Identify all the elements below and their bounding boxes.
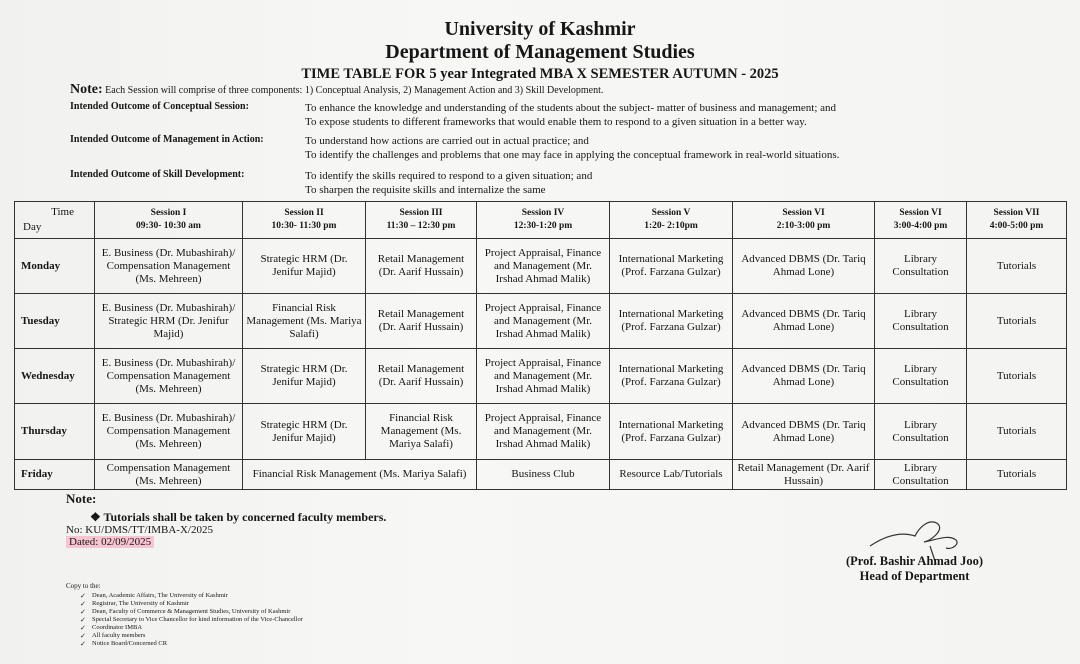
time-label: Time [51, 206, 74, 218]
table-row [15, 404, 1067, 460]
outcome-line: To identify the challenges and problems that one may face in applying the conceptual framework in real-world situations. [305, 149, 840, 161]
reference-number: No: KU/DMS/TT/IMBA-X/2025 [66, 524, 213, 536]
table-cell: Strategic HRM (Dr. Jenifur Majid) [243, 239, 366, 294]
table-cell: Retail Management (Dr. Aarif Hussain) [366, 239, 477, 294]
table-cell: E. Business (Dr. Mubashirah)/ Compensation Management (Ms. Mehreen) [95, 349, 243, 404]
table-row [15, 239, 1067, 294]
table-cell: Compensation Management (Ms. Mehreen) [95, 460, 243, 490]
table-cell: Financial Risk Management (Ms. Mariya Salafi) [366, 404, 477, 460]
day-cell: Tuesday [15, 294, 95, 349]
table-cell: Tutorials [967, 349, 1067, 404]
list-item: ✓ Coordinator IMBA [92, 624, 303, 632]
date-line [66, 536, 154, 548]
table-cell: Strategic HRM (Dr. Jenifur Majid) [243, 404, 366, 460]
list-item: ✓ Notice Board/Concerned CR [92, 640, 303, 648]
outcome-label: Intended Outcome of Conceptual Session: [70, 101, 249, 112]
table-cell: Business Club [477, 460, 610, 490]
dated-highlight: Dated: 02/09/2025 [66, 536, 154, 548]
table-cell: Tutorials [967, 460, 1067, 490]
session-header: Session III 11:30 – 12:30 pm [366, 202, 477, 239]
table-cell: International Marketing (Prof. Farzana Gulzar) [610, 404, 733, 460]
timetable [14, 201, 1067, 490]
day-cell: Monday [15, 239, 95, 294]
session-header: Session II 10:30- 11:30 pm [243, 202, 366, 239]
table-cell: Project Appraisal, Finance and Management (Mr. Irshad Ahmad Malik) [477, 294, 610, 349]
table-cell: Project Appraisal, Finance and Management (Mr. Irshad Ahmad Malik) [477, 239, 610, 294]
outcome-line: To expose students to different frameworks that would enable them to respond to a given situation in a better way. [305, 116, 807, 128]
list-item: ✓ Dean, Faculty of Commerce & Management Studies, University of Kashmir [92, 608, 303, 616]
table-cell: Library Consultation [875, 460, 967, 490]
table-cell: Tutorials [967, 239, 1067, 294]
table-cell: International Marketing (Prof. Farzana Gulzar) [610, 239, 733, 294]
signatory [846, 554, 983, 584]
session-note [70, 82, 603, 98]
table-cell: Project Appraisal, Finance and Management (Mr. Irshad Ahmad Malik) [477, 404, 610, 460]
table-cell: International Marketing (Prof. Farzana Gulzar) [610, 349, 733, 404]
table-cell: Advanced DBMS (Dr. Tariq Ahmad Lone) [733, 294, 875, 349]
table-cell: Library Consultation [875, 349, 967, 404]
list-item: ✓ Special Secretary to Vice Chancellor for kind information of the Vice-Chancellor [92, 616, 303, 624]
outcome-label: Intended Outcome of Management in Action: [70, 134, 264, 145]
session-header: Session I 09:30- 10:30 am [95, 202, 243, 239]
list-item: ✓ Dean, Academic Affairs, The University of Kashmir [92, 592, 303, 600]
table-cell: Project Appraisal, Finance and Management (Mr. Irshad Ahmad Malik) [477, 349, 610, 404]
signatory-title: Head of Department [859, 569, 970, 583]
table-cell: Library Consultation [875, 294, 967, 349]
day-cell: Thursday [15, 404, 95, 460]
copy-to-list [92, 592, 303, 648]
day-cell: Wednesday [15, 349, 95, 404]
table-row [15, 460, 1067, 490]
table-cell: Retail Management (Dr. Aarif Hussain) [366, 349, 477, 404]
outcome-line: To enhance the knowledge and understanding of the students about the subject- matter of business and management; and [305, 102, 837, 114]
outcome-line: To identify the skills required to respond to a given situation; and [305, 170, 593, 182]
list-item: ✓ All faculty members [92, 632, 303, 640]
outcome-text [305, 134, 1005, 162]
signatory-name: (Prof. Bashir Ahmad Joo) [846, 554, 984, 568]
session-header: Session VII 4:00-5:00 pm [967, 202, 1067, 239]
table-cell: Library Consultation [875, 404, 967, 460]
note-label: Note: [70, 82, 103, 97]
day-cell: Friday [15, 460, 95, 490]
note-text: Each Session will comprise of three components: 1) Conceptual Analysis, 2) Management Action and 3) Skill Development. [105, 85, 604, 96]
tutorial-note: ❖ Tutorials shall be taken by concerned faculty members. [90, 510, 387, 524]
table-cell: Financial Risk Management (Ms. Mariya Salafi) [243, 294, 366, 349]
table-row [15, 349, 1067, 404]
day-label: Day [23, 221, 42, 233]
table-cell: Retail Management (Dr. Aarif Hussain) [366, 294, 477, 349]
table-cell: Advanced DBMS (Dr. Tariq Ahmad Lone) [733, 349, 875, 404]
table-cell: Tutorials [967, 294, 1067, 349]
department-name: Department of Management Studies [385, 41, 695, 63]
table-cell: Strategic HRM (Dr. Jenifur Majid) [243, 349, 366, 404]
table-cell: Advanced DBMS (Dr. Tariq Ahmad Lone) [733, 404, 875, 460]
table-cell: Retail Management (Dr. Aarif Hussain) [733, 460, 875, 490]
outcome-line: To understand how actions are carried out in actual practice; and [305, 135, 589, 147]
session-header: Session VI 3:00-4:00 pm [875, 202, 967, 239]
outcome-text [305, 169, 1005, 197]
table-cell: Resource Lab/Tutorials [610, 460, 733, 490]
timetable-title: TIME TABLE FOR 5 year Integrated MBA X SEMESTER AUTUMN - 2025 [301, 66, 779, 82]
table-cell: Advanced DBMS (Dr. Tariq Ahmad Lone) [733, 239, 875, 294]
time-day-header [15, 202, 95, 239]
header-row [15, 202, 1067, 239]
session-header: Session V 1:20- 2:10pm [610, 202, 733, 239]
table-cell: International Marketing (Prof. Farzana Gulzar) [610, 294, 733, 349]
table-cell: E. Business (Dr. Mubashirah)/ Compensation Management (Ms. Mehreen) [95, 239, 243, 294]
table-cell: E. Business (Dr. Mubashirah)/ Compensation Management (Ms. Mehreen) [95, 404, 243, 460]
table-cell: Tutorials [967, 404, 1067, 460]
university-name: University of Kashmir [444, 18, 636, 40]
outcome-text [305, 101, 1005, 129]
table-row [15, 294, 1067, 349]
list-item: ✓ Registrar, The University of Kashmir [92, 600, 303, 608]
outcome-line: To sharpen the requisite skills and internalize the same [305, 184, 546, 196]
copy-to-label: Copy to the: [66, 582, 101, 590]
footer-note-label: Note: [66, 491, 97, 506]
session-header: Session VI 2:10-3:00 pm [733, 202, 875, 239]
table-cell: E. Business (Dr. Mubashirah)/ Strategic HRM (Dr. Jenifur Majid) [95, 294, 243, 349]
outcome-label: Intended Outcome of Skill Development: [70, 169, 245, 180]
table-cell: Financial Risk Management (Ms. Mariya Salafi) [243, 460, 477, 490]
session-header: Session IV 12:30-1:20 pm [477, 202, 610, 239]
table-cell: Library Consultation [875, 239, 967, 294]
